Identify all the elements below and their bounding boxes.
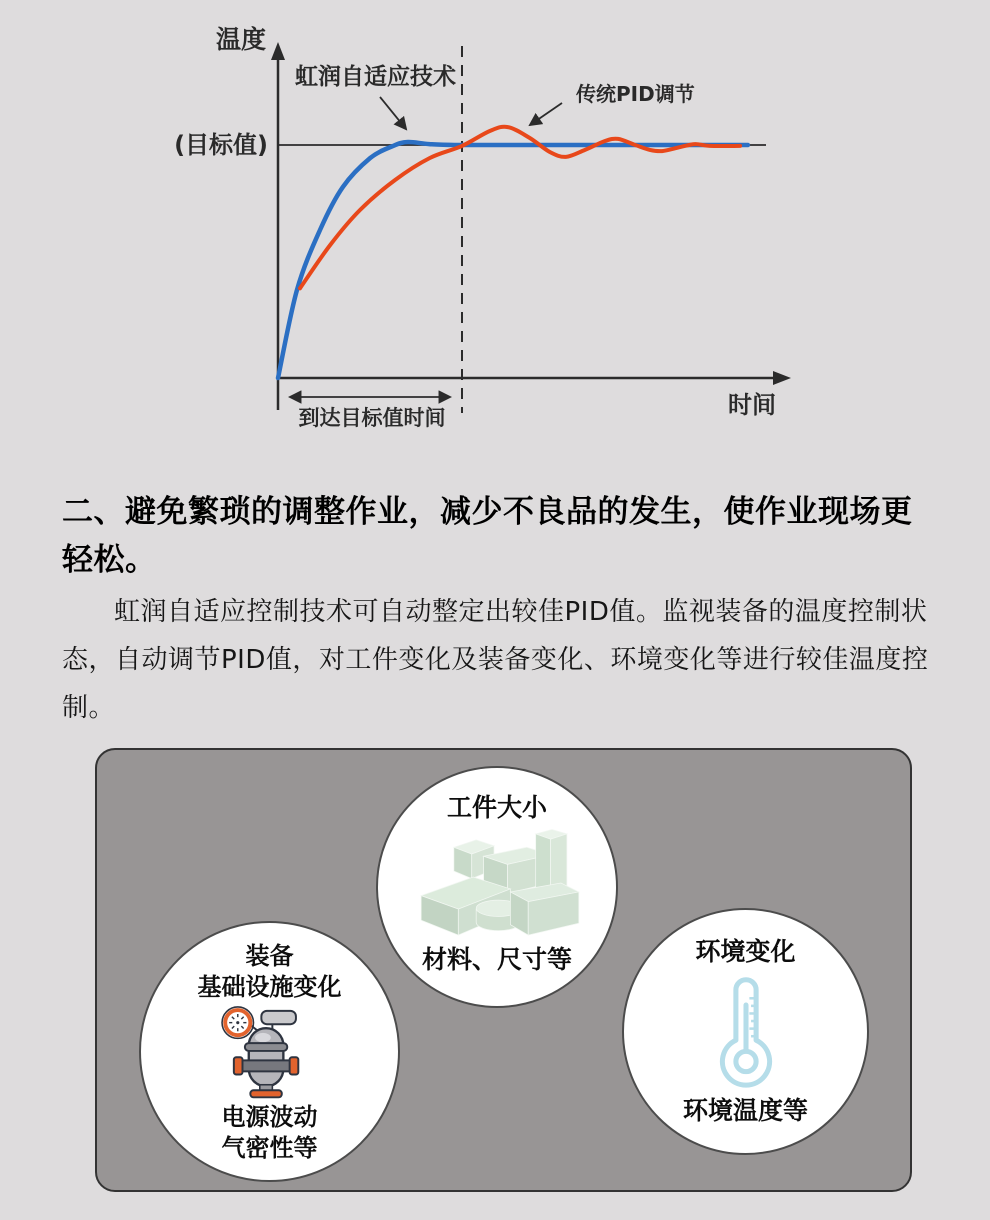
blocks-3d-image [409, 825, 585, 944]
section-heading: 二、避免繁琐的调整作业，减少不良品的发生，使作业现场更轻松。 [62, 494, 913, 579]
target-value-label: (目标值) [174, 131, 268, 159]
equipment-subtitle-line1: 电源波动 [221, 1102, 318, 1131]
series-curve-1 [300, 127, 740, 289]
y-axis-arrowhead [271, 42, 285, 60]
environment-title: 环境变化 [695, 937, 796, 966]
body-paragraph: 虹润自适应控制技术可自动整定出较佳PID值。监视装备的温度控制状态，自动调节PID值，对工件变化及装备变化、环境变化等进行较佳温度控制。 [62, 597, 929, 724]
temperature-comparison-chart [0, 0, 990, 450]
pid-annotation-arrow [530, 103, 562, 125]
workpiece-circle [376, 766, 618, 1008]
equipment-title [198, 941, 342, 1003]
equipment-title-line2: 基础设施变化 [197, 973, 342, 1002]
adaptive-annotation-arrow [380, 97, 406, 129]
workpiece-subtitle: 材料、尺寸等 [421, 944, 572, 974]
equipment-title-line1: 装备 [245, 942, 294, 970]
thermometer-icon [696, 973, 796, 1091]
x-axis-label: 时间 [728, 391, 776, 419]
equipment-circle [139, 921, 400, 1182]
environment-subtitle: 环境温度等 [682, 1095, 808, 1125]
pressure-tank-gauge-icon [199, 1003, 341, 1101]
adaptive-series-label: 虹润自适应技术 [295, 64, 456, 90]
y-axis-label: 温度 [215, 25, 266, 54]
x-axis-arrowhead [773, 371, 791, 385]
equipment-subtitle [222, 1102, 318, 1164]
pid-series-label: 传统PID调节 [576, 82, 695, 106]
curves-group [278, 127, 748, 378]
equipment-subtitle-line2: 气密性等 [221, 1133, 318, 1162]
workpiece-title: 工件大小 [446, 793, 547, 822]
environment-circle [622, 908, 869, 1155]
reach-time-label: 到达目标值时间 [298, 406, 446, 430]
series-curve-0 [278, 142, 748, 378]
